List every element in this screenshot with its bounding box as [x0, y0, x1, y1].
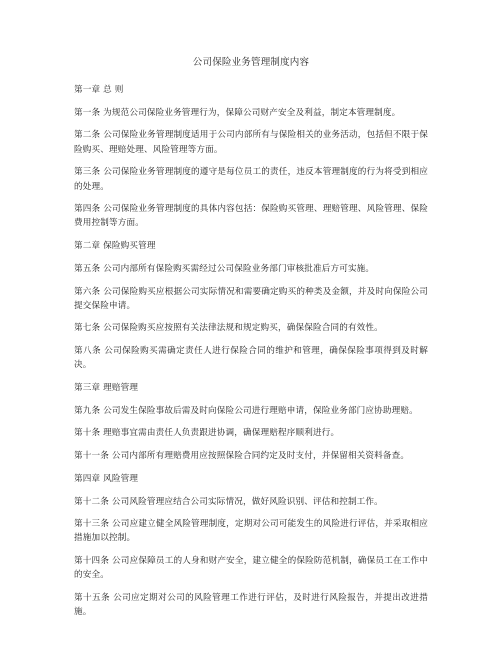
article-paragraph: 第三条 公司保险业务管理制度的遵守是每位员工的责任，违反本管理制度的行为将受到相应的处理。	[74, 167, 428, 192]
article-paragraph: 第六条 公司保险购买应根据公司实际情况和需要确定购买的种类及金额，并及时向保险公司提交保险申请。	[74, 286, 428, 311]
article-paragraph: 第十三条 公司应建立健全风险管理制度，定期对公司可能发生的风险进行评估，并采取相应措施加以控制。	[74, 519, 428, 544]
article-paragraph: 第二条 公司保险业务管理制度适用于公司内部所有与保险相关的业务活动，包括但不限于保险购买、理赔处理、风险管理等方面。	[74, 130, 428, 155]
article-paragraph: 第九条 公司发生保险事故后需及时向保险公司进行理赔申请，保险业务部门应协助理赔。	[74, 405, 418, 416]
article-paragraph: 第十四条 公司应保障员工的人身和财产安全，建立健全的保险防范机制，确保员工在工作中的安全。	[74, 556, 428, 581]
article-paragraph: 第五条 公司内部所有保险购买需经过公司保险业务部门审核批准后方可实施。	[74, 263, 375, 274]
chapter-heading: 第三章 理赔管理	[74, 383, 139, 394]
chapter-heading: 第一章 总 则	[74, 85, 124, 95]
document-title: 公司保险业务管理制度内容	[192, 57, 310, 68]
chapter-heading: 第二章 保险购买管理	[74, 241, 156, 252]
article-paragraph: 第一条 为规范公司保险业务管理行为，保障公司财产安全及利益，制定本管理制度。	[74, 107, 401, 118]
article-paragraph: 第十二条 公司风险管理应结合公司实际情况，做好风险识别、评估和控制工作。	[74, 496, 383, 507]
article-paragraph: 第八条 公司保险购买需确定责任人进行保险合同的维护和管理，确保保险事项得到及时解决。	[74, 346, 428, 371]
article-paragraph: 第七条 公司保险购买应按照有关法律法规和规定购买，确保保险合同的有效性。	[74, 323, 383, 334]
article-paragraph: 第十一条 公司内部所有理赔费用应按照保险合同约定及时支付，并保留相关资料备查。	[74, 451, 410, 462]
article-paragraph: 第十条 理赔事宜需由责任人负责跟进协调，确保理赔程序顺利进行。	[74, 428, 340, 439]
article-paragraph: 第十五条 公司应定期对公司的风险管理工作进行评估，及时进行风险报告，并提出改进措施。	[74, 593, 428, 618]
article-paragraph: 第四条 公司保险业务管理制度的具体内容包括：保险购买管理、理赔管理、风险管理、保险费用控制等方面。	[74, 204, 428, 229]
chapter-heading: 第四章 风险管理	[74, 473, 139, 484]
